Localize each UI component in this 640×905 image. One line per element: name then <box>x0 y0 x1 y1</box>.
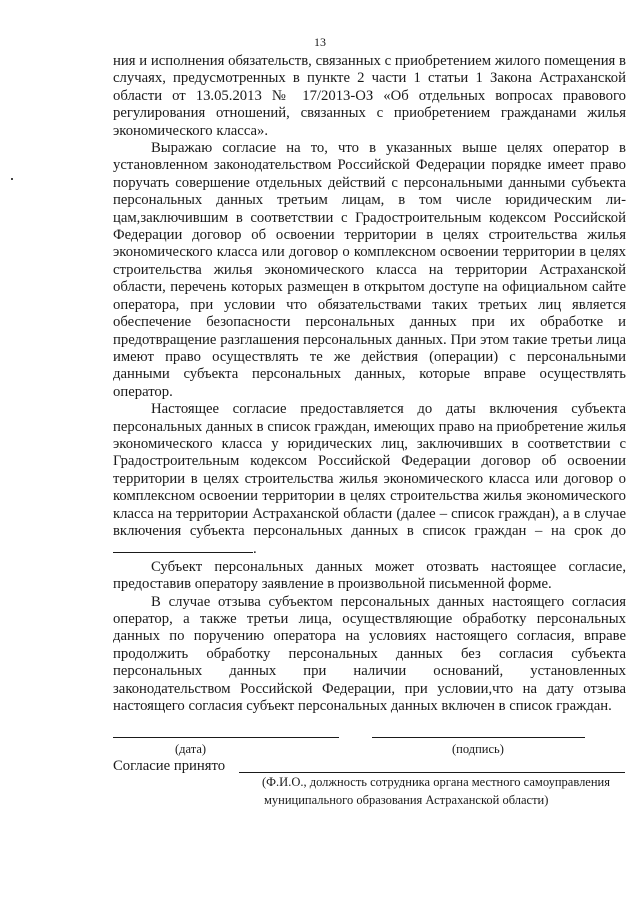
scan-mark <box>11 178 13 180</box>
date-label: (дата) <box>175 742 207 756</box>
paragraph-3 <box>113 401 626 559</box>
period-blank-line <box>113 540 253 553</box>
accepted-label: Согласие принято <box>113 758 226 774</box>
paragraph-4: Субъект персональных данных может отозвать настоящее согласие, предоставив оператору заявление в произвольной письменной форме. <box>113 558 626 593</box>
document-body <box>113 53 626 715</box>
paragraph-3-text: Настоящее согласие предоставляется до даты включения субъекта персональных данных в список граждан, имеющих право на приобретение жилья экономического класса у юридических лиц, заключивших в соответствии с Градостроительным кодексом Российской Федерации договор об освоении территории в целях строительства жилья экономического класса или договор о комплексном освоении территории в целях строительства жилья экономического класса на территории Астраханской области (далее – список граждан), а в случае включения субъекта персональных данных в список граждан – на срок до <box>113 401 626 539</box>
official-caption <box>262 773 610 809</box>
official-caption-line-2: муниципального образования Астраханской области) <box>264 793 549 807</box>
signature-label: (подпись) <box>452 742 504 756</box>
date-line <box>113 737 339 738</box>
paragraph-1: ния и исполнения обязательств, связанных с приобретением жилого помещения в случаях, предусмотренных в пункте 2 части 1 статьи 1 Закона Астраханской области от 13.05.2013 № 17/2013-ОЗ «Об отдельных вопросах правового регулирования отношений, связанных с приобретением гражданами жилья экономического класса». <box>113 53 626 139</box>
paragraph-2: Выражаю согласие на то, что в указанных выше целях оператор в установленном законодательством Российской Федерации порядке имеет право поручать совершение отдельных действий с персональными данными субъекта персональных данных третьим лицам, в том числе юридическим лицам,заключившим в соответствии с Градостроительным кодексом Российской Федерации договор об освоении территории в целях строительства жилья экономического класса или договор о комплексном освоении территории в целях строительства жилья экономического класса на территории Астраханской области, перечень которых размещен в открытом доступе на официальном сайте оператора, при условии что обязательствами таких третьих лиц является обеспечение безопасности персональных данных при их обработке и предотвращение разглашения персональных данных. При этом такие третьи лица имеют право осуществлять те же действия (операции) с персональными данными субъекта персональных данных, которые вправе осуществлять оператор. <box>113 140 626 400</box>
official-caption-line-1: (Ф.И.О., должность сотрудника органа местного самоуправления <box>262 775 610 789</box>
signature-line <box>372 737 585 738</box>
paragraph-5: В случае отзыва субъектом персональных данных настоящего согласия оператор, а также третьи лица, осуществляющие обработку персональных данных по поручению оператора на условиях настоящего согласия, вправе продолжить обработку персональных данных без согласия субъекта персональных данных при наличии оснований, установленных законодательством Российской Федерации, при условии,что на дату отзыва настоящего согласия субъект персональных данных включен в список граждан. <box>113 593 626 715</box>
period-end: . <box>253 541 257 558</box>
page-number: 13 <box>314 35 326 49</box>
